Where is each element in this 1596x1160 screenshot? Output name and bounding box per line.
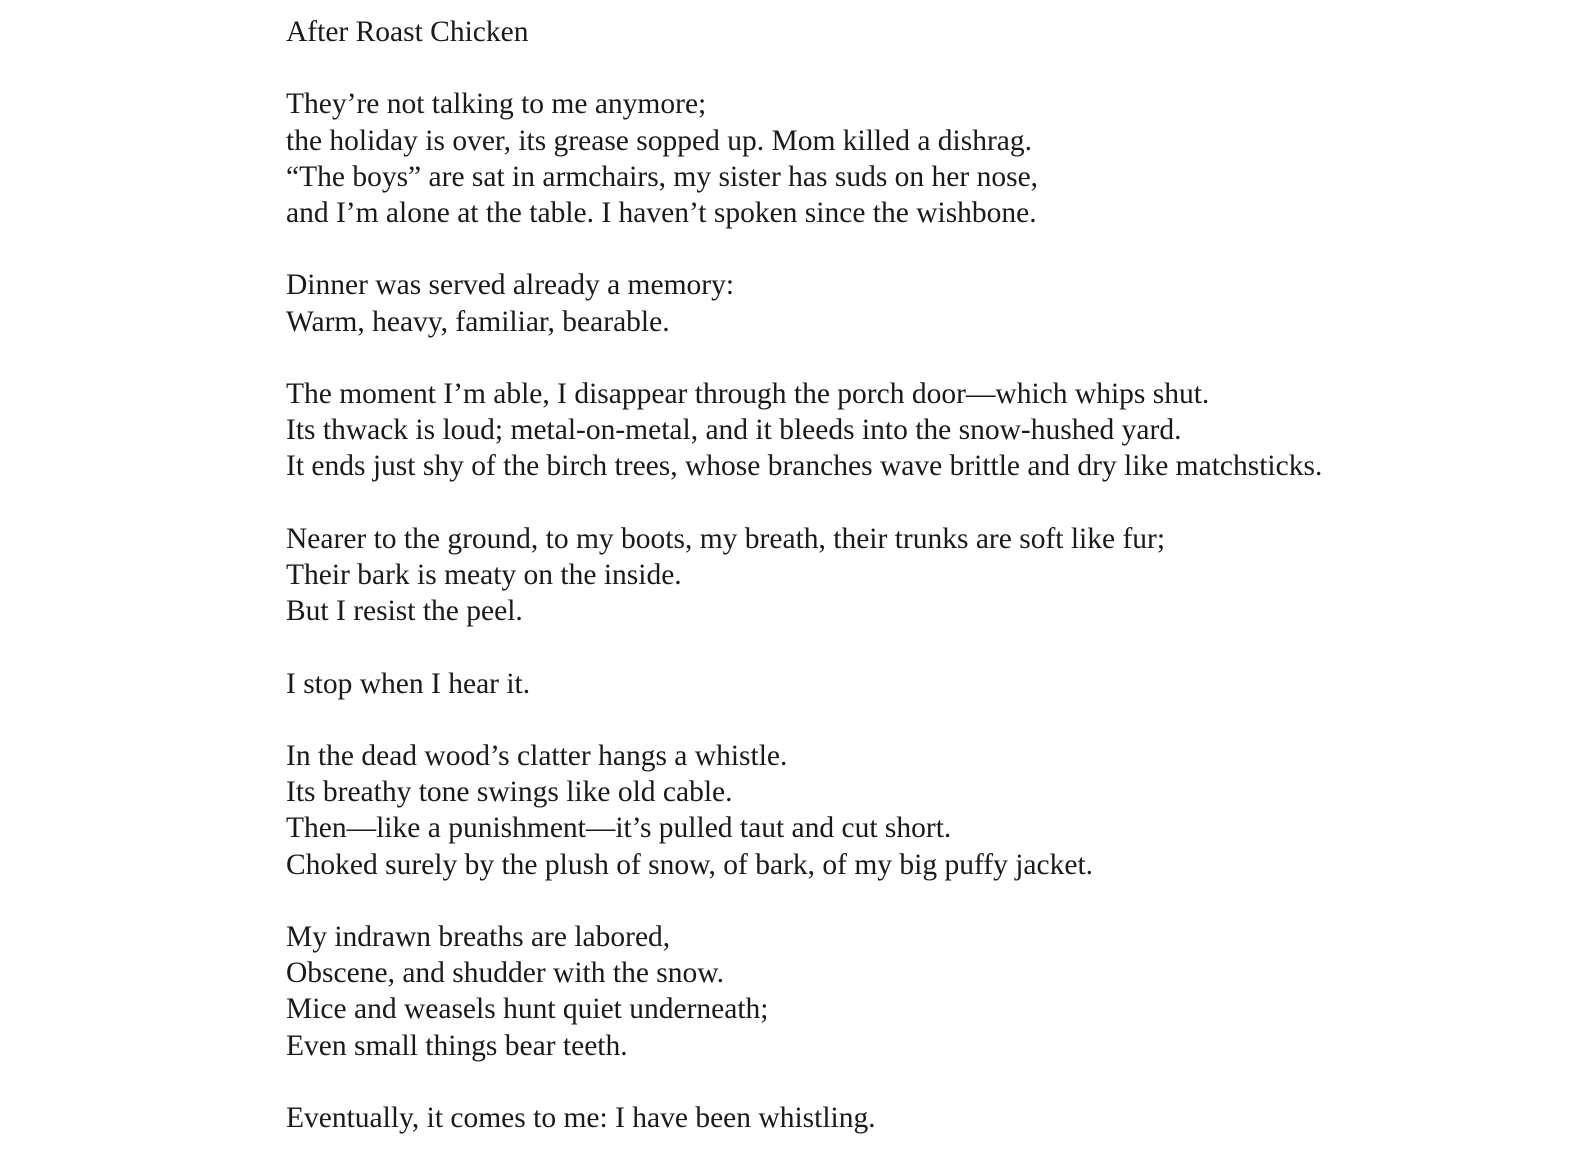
stanza-4 <box>286 521 1566 630</box>
poem-line: It ends just shy of the birch trees, whose branches wave brittle and dry like matchsticks. <box>286 450 1323 483</box>
stanza-7 <box>286 919 1566 1064</box>
poem-line: I stop when I hear it. <box>286 667 531 700</box>
poem-line: The moment I’m able, I disappear through the porch door—which whips shut. <box>286 377 1210 410</box>
poem-line: Mice and weasels hunt quiet underneath; <box>286 993 769 1026</box>
poem-line: Dinner was served already a memory: <box>286 269 735 302</box>
poem-line: Their bark is meaty on the inside. <box>286 558 682 591</box>
poem-line: They’re not talking to me anymore; <box>286 88 707 121</box>
poem <box>286 14 1566 1136</box>
poem-line: Its breathy tone swings like old cable. <box>286 776 733 809</box>
stanza-1 <box>286 86 1566 231</box>
poem-line: and I’m alone at the table. I haven’t spoken since the wishbone. <box>286 197 1037 229</box>
poem-line: Obscene, and shudder with the snow. <box>286 957 725 990</box>
stanza-3 <box>286 376 1566 485</box>
stanza-8 <box>286 1100 1566 1136</box>
poem-line: My indrawn breaths are labored, <box>286 920 671 953</box>
poem-title: After Roast Chicken <box>286 16 529 48</box>
stanza-2 <box>286 267 1566 339</box>
poem-line: Nearer to the ground, to my boots, my breath, their trunks are soft like fur; <box>286 522 1166 555</box>
poem-line: Warm, heavy, familiar, bearable. <box>286 305 670 338</box>
poem-line: the holiday is over, its grease sopped up. Mom killed a dishrag. <box>286 124 1033 157</box>
poem-line: Then—like a punishment—it’s pulled taut and cut short. <box>286 812 952 845</box>
poem-line: Eventually, it comes to me: I have been whistling. <box>286 1101 876 1134</box>
poem-line: “The boys” are sat in armchairs, my sister has suds on her nose, <box>286 160 1039 193</box>
poem-line: Choked surely by the plush of snow, of bark, of my big puffy jacket. <box>286 848 1094 881</box>
stanza-6 <box>286 738 1566 883</box>
poem-line: But I resist the peel. <box>286 595 523 628</box>
poem-line: Even small things bear teeth. <box>286 1029 628 1062</box>
poem-line: In the dead wood’s clatter hangs a whistle. <box>286 739 788 772</box>
poem-line: Its thwack is loud; metal-on-metal, and it bleeds into the snow-hushed yard. <box>286 414 1182 447</box>
stanza-5 <box>286 666 1566 702</box>
